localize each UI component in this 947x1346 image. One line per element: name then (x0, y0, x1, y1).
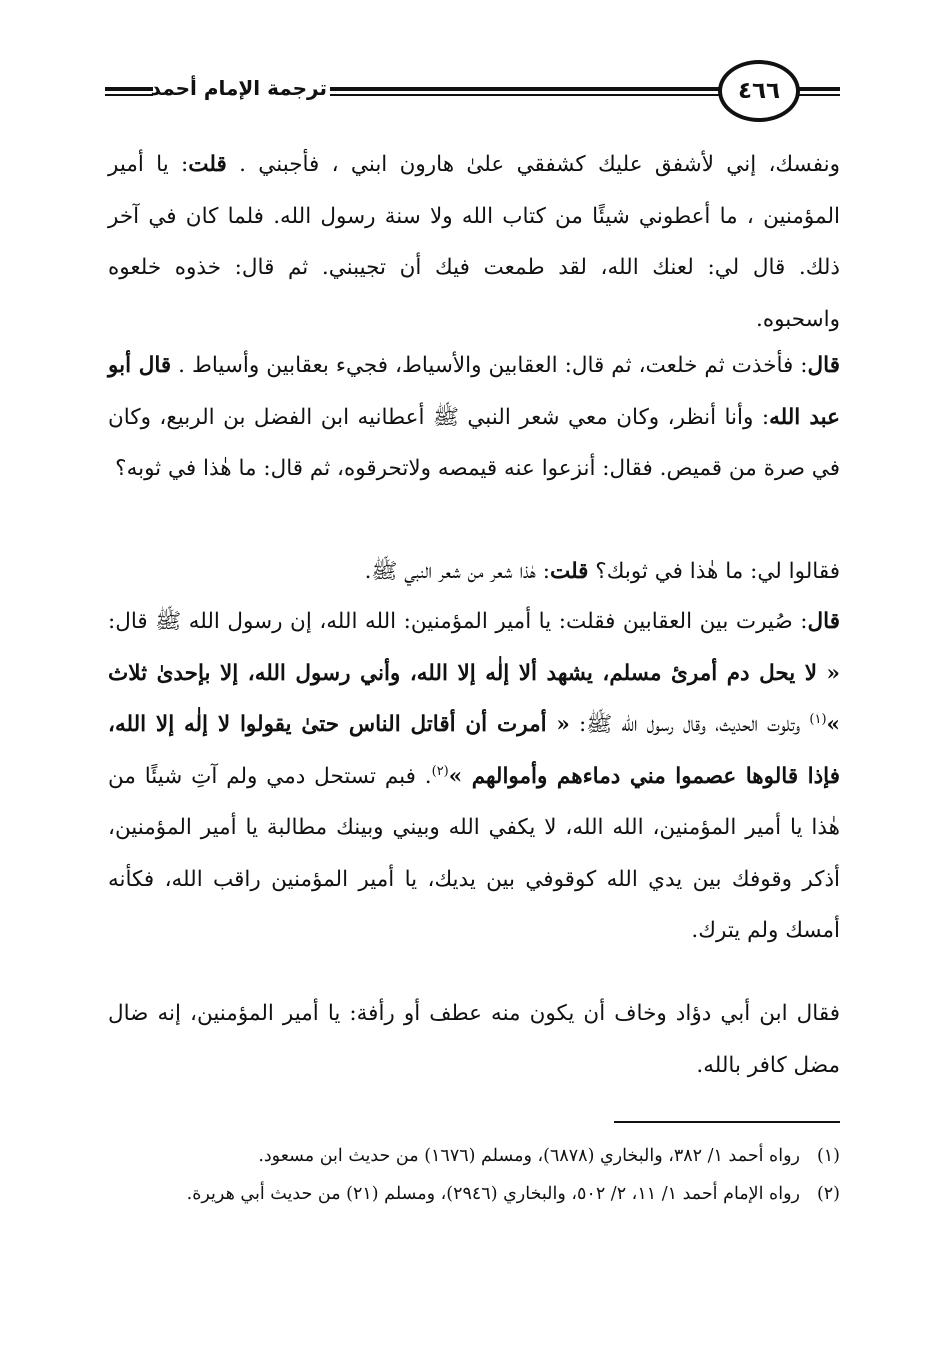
paragraph-2 (108, 340, 840, 495)
footnote-1 (108, 1138, 840, 1174)
p3-text-c: : هٰذا شعر من شعر النبي ﷺ. (364, 559, 550, 584)
p3-label-qult: قلت (549, 559, 589, 584)
footnote-ref-1[interactable]: (١) (809, 711, 827, 727)
paragraph-1 (108, 139, 840, 345)
p4-text-e: وتلوت الحديث، وقال رسول الله ﷺ: (569, 712, 810, 737)
p4-text-h: . فبم تستحل دمي ولم آتِ شيئًا من هٰذا يا أمير المؤمنين، الله الله، لا يكفي الله وبيني وبينك مطالبة يا أمير المؤمنين، أذكر وقوفك بين يدي الله كوقوفي بين يديك، يا أمير المؤمنين راقب الله، فكأنه أمسك ولم يترك. (108, 763, 840, 943)
p4-hadith-1: « لا يحل دم أمرئ مسلم، يشهد ألا إلٰه إلا الله، وأني رسول الله، إلا بإحدىٰ ثلاث » (108, 660, 840, 737)
footnote-2 (108, 1176, 840, 1212)
p4-label-qal: قال (807, 609, 840, 634)
header-rule-right (800, 87, 840, 96)
p2-label-qal: قال (807, 353, 840, 378)
running-title: ترجمة الإمام أحمد (150, 76, 327, 100)
p2-text-d: : وأنا أنظر، وكان معي شعر النبي ﷺ أعطانيه ابن الفضل بن الربيع، وكان في صرة من قميص. فقال: أنزعوا عنه قيمصه ولاتحرقوه، ثم قال: ما هٰذا في ثوبه؟ (108, 404, 840, 481)
p4-text-b: : صُيرت بين العقابين فقلت: يا أمير المؤمنين: الله الله، إن رسول الله ﷺ قال: (108, 609, 808, 634)
header-rule-left (105, 87, 153, 96)
footnote-text: رواه أحمد ١/ ٣٨٢، والبخاري (٦٨٧٨)، ومسلم (١٦٧٦) من حديث ابن مسعود. (258, 1146, 800, 1166)
p1-label-qult: قلت (188, 152, 227, 177)
footnotes (108, 1138, 840, 1214)
footnote-number: (١) (816, 1146, 840, 1166)
p2-label-abu-abdillah: قال أبو عبد الله (108, 353, 840, 430)
page-header (105, 58, 840, 130)
page-number: ٤٦٦ (737, 78, 781, 104)
p2-text-b: : فأخذت ثم خلعت، ثم قال: العقابين والأسياط، فجيء بعقابين وأسياط . (171, 353, 808, 378)
p3-text-a: فقالوا لي: ما هٰذا في ثوبك؟ (588, 559, 840, 584)
paragraph-4 (108, 596, 840, 957)
footnote-number: (٢) (816, 1184, 840, 1204)
page-number-badge (718, 60, 800, 122)
p1-text-a: ونفسك، إني لأشفق عليك كشفقي علىٰ هارون ابني ، فأجبني . (226, 152, 840, 177)
paragraph-5: فقال ابن أبي دؤاد وخاف أن يكون منه عطف أو رأفة: يا أمير المؤمنين، إنه ضال مضل كافر بالله. (108, 1001, 840, 1078)
footnote-text: رواه الإمام أحمد ١/ ١١، ٢/ ٥٠٢، والبخاري (٢٩٤٦)، ومسلم (٢١) من حديث أبي هريرة. (186, 1184, 800, 1204)
paragraph-3 (108, 546, 840, 598)
footnote-separator (614, 1121, 840, 1123)
footnote-ref-2[interactable]: (٢) (431, 763, 449, 779)
p1-text-c: : يا أمير المؤمنين ، ما أعطوني شيئًا من كتاب الله ولا سنة رسول الله. فلما كان في آخر ذلك. قال لي: لعنك الله، لقد طمعت فيك أن تجيبني. ثم قال: خذوه خلعوه واسحبوه. (108, 152, 840, 332)
p4-hadith-2: « أمرت أن أقاتل الناس حتىٰ يقولوا لا إلٰه إلا الله، فإذا قالوها عصموا مني دماءهم وأموالهم » (108, 712, 840, 789)
